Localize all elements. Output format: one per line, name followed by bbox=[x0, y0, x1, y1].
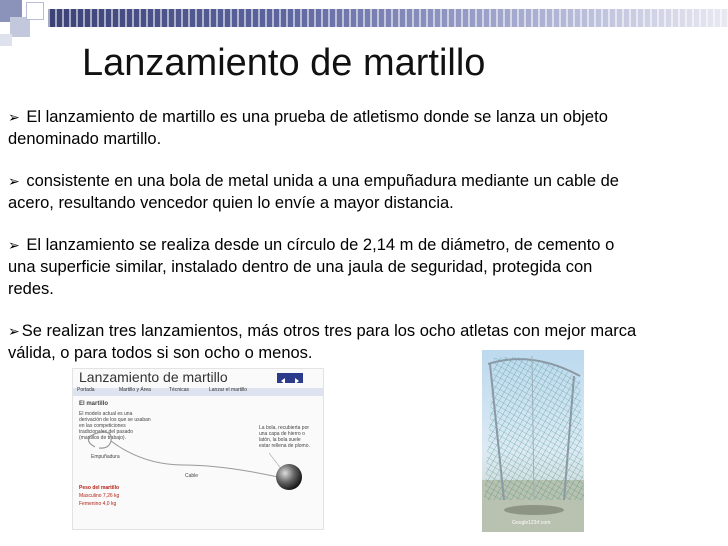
menu-item: Técnicas bbox=[169, 387, 190, 393]
bullet-item bbox=[8, 170, 638, 214]
photo-caption: Google123rf.com bbox=[512, 520, 551, 526]
menu-item: Portada bbox=[77, 387, 95, 393]
bullet-text: El lanzamiento se realiza desde un círculo de 2,14 m de diámetro, de cemento o una superficie similar, instalado dentro de una jaula de seguridad, protegida con redes. bbox=[8, 236, 615, 298]
safety-cage-icon bbox=[482, 350, 584, 532]
menu-item: Martillo y Área bbox=[119, 387, 151, 393]
slide-title: Lanzamiento de martillo bbox=[82, 42, 486, 84]
bullet-text: El lanzamiento de martillo es una prueba de atletismo donde se lanza un objeto denominado martillo. bbox=[8, 108, 608, 148]
bullet-list bbox=[8, 106, 638, 384]
arrow-bullet-icon: ➢ bbox=[8, 237, 20, 253]
arrow-bullet-icon: ➢ bbox=[8, 323, 20, 339]
cable-label: Cable bbox=[185, 473, 199, 479]
hammer-illustration bbox=[72, 368, 324, 530]
bullet-item bbox=[8, 106, 638, 150]
menu-item: Lanzar el martillo bbox=[209, 387, 248, 393]
weights-title: Peso del martillo bbox=[79, 485, 120, 491]
decor-square bbox=[10, 17, 30, 37]
ball-note: La bola, recubierta por una capa de hierro o latón, la bola suele estar rellena de plomo. bbox=[259, 425, 310, 449]
handle-label: Empuñadura bbox=[91, 454, 120, 460]
header-stripe bbox=[48, 9, 728, 27]
arrow-bullet-icon: ➢ bbox=[8, 109, 20, 125]
decor-square bbox=[0, 34, 12, 46]
section-heading: El martillo bbox=[79, 401, 109, 407]
cage-photo bbox=[482, 350, 584, 532]
weight-female: Femenino 4,0 kg bbox=[79, 501, 117, 507]
ball-icon bbox=[276, 464, 302, 490]
section-text: El modelo actual es una derivación de los que se usaban en las competiciones tradicionales del pasado (martillos de trabajo). bbox=[79, 411, 151, 441]
decor-square bbox=[26, 2, 44, 20]
illustration-title: Lanzamiento de martillo bbox=[79, 369, 228, 385]
weight-male: Masculino 7,26 kg bbox=[79, 493, 120, 499]
bullet-text: Se realizan tres lanzamientos, más otros tres para los ocho atletas con mejor marca válida, o para todos si son ocho o menos. bbox=[8, 322, 637, 362]
bullet-text: consistente en una bola de metal unida a una empuñadura mediante un cable de acero, resultando vencedor quien lo envíe a mayor distancia. bbox=[8, 172, 619, 212]
arrow-bullet-icon: ➢ bbox=[8, 173, 20, 189]
bullet-item bbox=[8, 234, 638, 300]
